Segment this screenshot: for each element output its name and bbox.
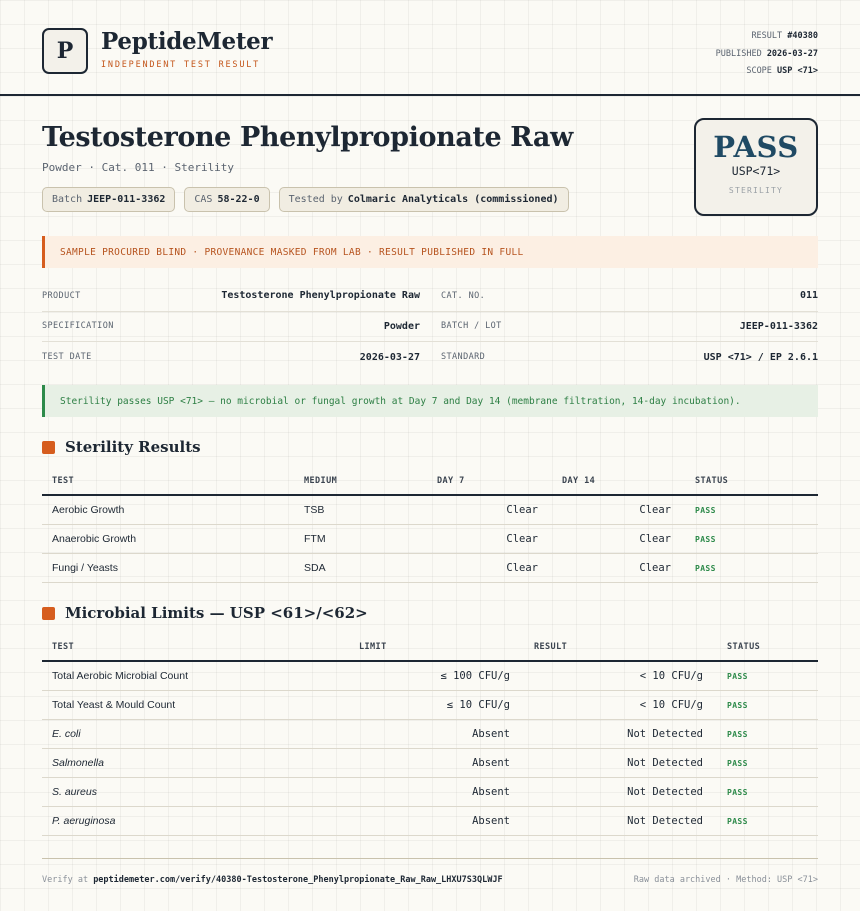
status-badge: PASS	[727, 671, 748, 681]
brand-tagline: INDEPENDENT TEST RESULT	[101, 60, 261, 70]
status-badge: PASS	[727, 758, 748, 768]
cell-status	[717, 661, 818, 690]
table-row	[42, 719, 818, 748]
cell-result: < 10 CFU/g	[524, 690, 717, 719]
info-label: STANDARD	[441, 352, 486, 363]
info-date	[42, 352, 441, 363]
cell-test: Total Aerobic Microbial Count	[42, 661, 349, 690]
status-badge: PASS	[695, 534, 716, 544]
info-value: 2026-03-27	[359, 351, 420, 363]
cell-limit: ≤ 10 CFU/g	[349, 690, 524, 719]
column-header: RESULT	[524, 633, 717, 661]
cell-status	[717, 690, 818, 719]
section-marker	[42, 441, 55, 454]
cell-test: Fungi / Yeasts	[42, 553, 294, 582]
info-label: BATCH / LOT	[441, 321, 502, 332]
cell-status	[717, 777, 818, 806]
status-badge: PASS	[727, 700, 748, 710]
verdict-badge	[694, 118, 818, 216]
verdict-standard: USP<71>	[731, 164, 781, 178]
column-header: MEDIUM	[294, 467, 427, 495]
tested-by-chip: Tested by Colmaric Analyticals (commissioned)	[279, 187, 569, 212]
column-header: TEST	[42, 467, 294, 495]
cell-limit: Absent	[349, 748, 524, 777]
report-footer	[42, 858, 818, 885]
batch-chip: Batch JEEP-011-3362	[42, 187, 175, 212]
info-value: Powder	[383, 320, 420, 332]
cas-chip: CAS 58-22-0	[184, 187, 269, 212]
cell-test: Aerobic Growth	[42, 495, 294, 524]
verdict-scope: STERILITY	[728, 186, 784, 195]
cell-test: P. aeruginosa	[42, 806, 349, 835]
table-row	[42, 661, 818, 690]
meta-published: PUBLISHED 2026-03-27	[715, 48, 818, 59]
brand-name: PeptideMeter	[101, 28, 273, 55]
status-badge: PASS	[727, 787, 748, 797]
cell-limit: Absent	[349, 806, 524, 835]
table-row	[42, 553, 818, 582]
status-badge: PASS	[695, 505, 716, 515]
table-row	[42, 806, 818, 835]
product-chips	[42, 187, 569, 212]
cell-test: S. aureus	[42, 777, 349, 806]
cell-status	[685, 495, 818, 524]
sterility-table	[42, 467, 818, 583]
microbial-heading	[42, 604, 368, 622]
cell-medium: SDA	[294, 553, 427, 582]
verdict-word: PASS	[713, 130, 799, 164]
sterility-heading	[42, 438, 201, 456]
cell-day7: Clear	[427, 524, 552, 553]
cell-test: E. coli	[42, 719, 349, 748]
meta-scope: SCOPE USP <71>	[746, 66, 818, 76]
section-marker	[42, 607, 55, 620]
section-title: Sterility Results	[65, 438, 201, 456]
column-header: STATUS	[717, 633, 818, 661]
verify-link[interactable]: peptidemeter.com/verify/40380-Testosterone_Phenylpropionate_Raw_Raw_LHXU7S3QLWJF	[93, 875, 503, 885]
table-row	[42, 524, 818, 553]
verify-line	[42, 875, 503, 885]
cell-day7: Clear	[427, 553, 552, 582]
cell-day14: Clear	[552, 553, 685, 582]
report-header	[0, 0, 860, 96]
status-badge: PASS	[695, 563, 716, 573]
column-header: DAY 14	[552, 467, 685, 495]
info-value: 011	[799, 290, 818, 302]
table-row	[42, 690, 818, 719]
column-header: STATUS	[685, 467, 818, 495]
cell-status	[685, 553, 818, 582]
info-row	[42, 312, 818, 343]
table-header-row	[42, 633, 818, 661]
product-subtitle: Powder · Cat. 011 · Sterility	[42, 161, 235, 174]
info-cat	[441, 290, 818, 301]
column-header: DAY 7	[427, 467, 552, 495]
info-label: TEST DATE	[42, 352, 92, 363]
cell-limit: Absent	[349, 777, 524, 806]
cell-day14: Clear	[552, 524, 685, 553]
status-badge: PASS	[727, 729, 748, 739]
info-label: PRODUCT	[42, 290, 81, 301]
cell-status	[717, 748, 818, 777]
product-title: Testosterone Phenylpropionate Raw	[42, 122, 573, 153]
info-value: USP <71> / EP 2.6.1	[703, 351, 818, 363]
microbial-table	[42, 633, 818, 836]
info-row	[42, 342, 818, 373]
verify-prefix: Verify at	[42, 875, 89, 885]
cell-status	[717, 719, 818, 748]
cell-result: Not Detected	[524, 806, 717, 835]
info-spec	[42, 321, 441, 332]
status-badge: PASS	[727, 816, 748, 826]
cell-result: Not Detected	[524, 777, 717, 806]
table-row	[42, 748, 818, 777]
column-header: TEST	[42, 633, 349, 661]
cell-test: Salmonella	[42, 748, 349, 777]
archive-note: Raw data archived · Method: USP <71>	[633, 875, 818, 885]
cell-medium: TSB	[294, 495, 427, 524]
procurement-notice: SAMPLE PROCURED BLIND · PROVENANCE MASKED FROM LAB · RESULT PUBLISHED IN FULL	[42, 236, 818, 268]
table-row	[42, 495, 818, 524]
meta-result: RESULT #40380	[751, 31, 818, 41]
info-label: SPECIFICATION	[42, 321, 114, 332]
info-row	[42, 281, 818, 312]
cell-medium: FTM	[294, 524, 427, 553]
table-row	[42, 777, 818, 806]
cell-day7: Clear	[427, 495, 552, 524]
info-standard	[441, 352, 818, 363]
cell-day14: Clear	[552, 495, 685, 524]
product-info-grid	[42, 281, 818, 373]
cell-test: Anaerobic Growth	[42, 524, 294, 553]
brand-logo: P	[42, 28, 88, 74]
result-meta	[716, 28, 818, 81]
info-value: Testosterone Phenylpropionate Raw	[221, 290, 420, 302]
section-title: Microbial Limits — USP <61>/<62>	[65, 604, 368, 622]
cell-status	[685, 524, 818, 553]
info-label: CAT. NO.	[441, 290, 486, 301]
cell-result: Not Detected	[524, 719, 717, 748]
column-header: LIMIT	[349, 633, 524, 661]
cell-result: < 10 CFU/g	[524, 661, 717, 690]
cell-test: Total Yeast & Mould Count	[42, 690, 349, 719]
info-product	[42, 290, 441, 301]
result-summary: Sterility passes USP <71> — no microbial or fungal growth at Day 7 and Day 14 (membrane filtration, 14-day incubation).	[42, 385, 818, 417]
cell-result: Not Detected	[524, 748, 717, 777]
cell-status	[717, 806, 818, 835]
info-value: JEEP-011-3362	[739, 320, 818, 332]
table-header-row	[42, 467, 818, 495]
cell-limit: ≤ 100 CFU/g	[349, 661, 524, 690]
info-batch	[441, 321, 818, 332]
cell-limit: Absent	[349, 719, 524, 748]
